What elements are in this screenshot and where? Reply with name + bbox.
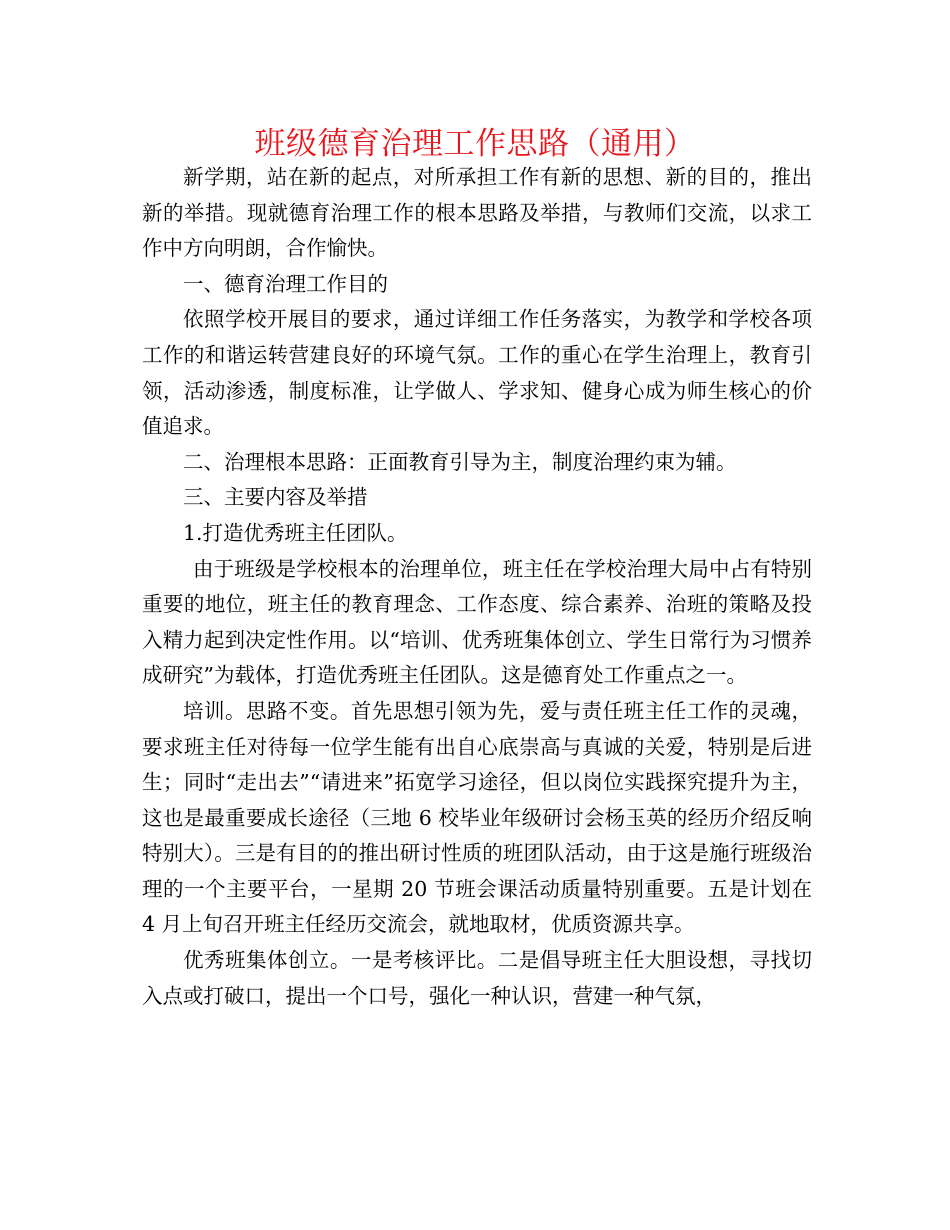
document-title: 班级德育治理工作思路（通用）: [254, 126, 696, 162]
paragraph-excellent-class: 优秀班集体创立。一是考核评比。二是倡导班主任大胆设想，寻找切入点或打破口，提出一个口号，强化一种认识，营建一种气氛，: [142, 948, 812, 1008]
section-heading-3: 三、主要内容及举措: [183, 485, 368, 510]
paragraph-goals: 依照学校开展目的要求，通过详细工作任务落实，为教学和学校各项工作的和谐运转营建良好的环境气氛。工作的重心在学生治理上，教育引领，活动渗透，制度标准，让学做人、学求知、健身心成为师生核心的价值追求。: [142, 307, 812, 439]
section-heading-1: 一、德育治理工作目的: [183, 271, 388, 296]
subsection-heading-1: 1.打造优秀班主任团队。: [183, 520, 408, 545]
paragraph-team: 由于班级是学校根本的治理单位，班主任在学校治理大局中占有特别重要的地位，班主任的教育理念、工作态度、综合素养、治班的策略及投入精力起到决定性作用。以“培训、优秀班集体创立、学生日常行为习惯养成研究”为载体，打造优秀班主任团队。这是德育处工作重点之一。: [142, 556, 812, 688]
paragraph-training: 培训。思路不变。首先思想引领为先，爱与责任班主任工作的灵魂，要求班主任对待每一位学生能有出自心底崇高与真诚的关爱，特别是后进生；同时“走出去”“请进来”拓宽学习途径，但以岗位实践探究提升为主，这也是最重要成长途径（三地 6 校毕业年级研讨会杨玉英的经历介绍反响特别大）。三是有目的的推出研讨性质的班团队活动，由于这是施行班级治理的一个主要平台，一星期 20 节班会课活动质量特别重要。五是计划在 4 月上旬召开班主任经历交流会，就地取材，优质资源共享。: [142, 698, 812, 937]
paragraph-intro: 新学期，站在新的起点，对所承担工作有新的思想、新的目的，推出新的举措。现就德育治理工作的根本思路及举措，与教师们交流，以求工作中方向明朗，合作愉快。: [142, 165, 812, 261]
document-body: [142, 160, 812, 1014]
section-heading-2: 二、治理根本思路：正面教育引导为主，制度治理约束为辅。: [183, 449, 737, 474]
